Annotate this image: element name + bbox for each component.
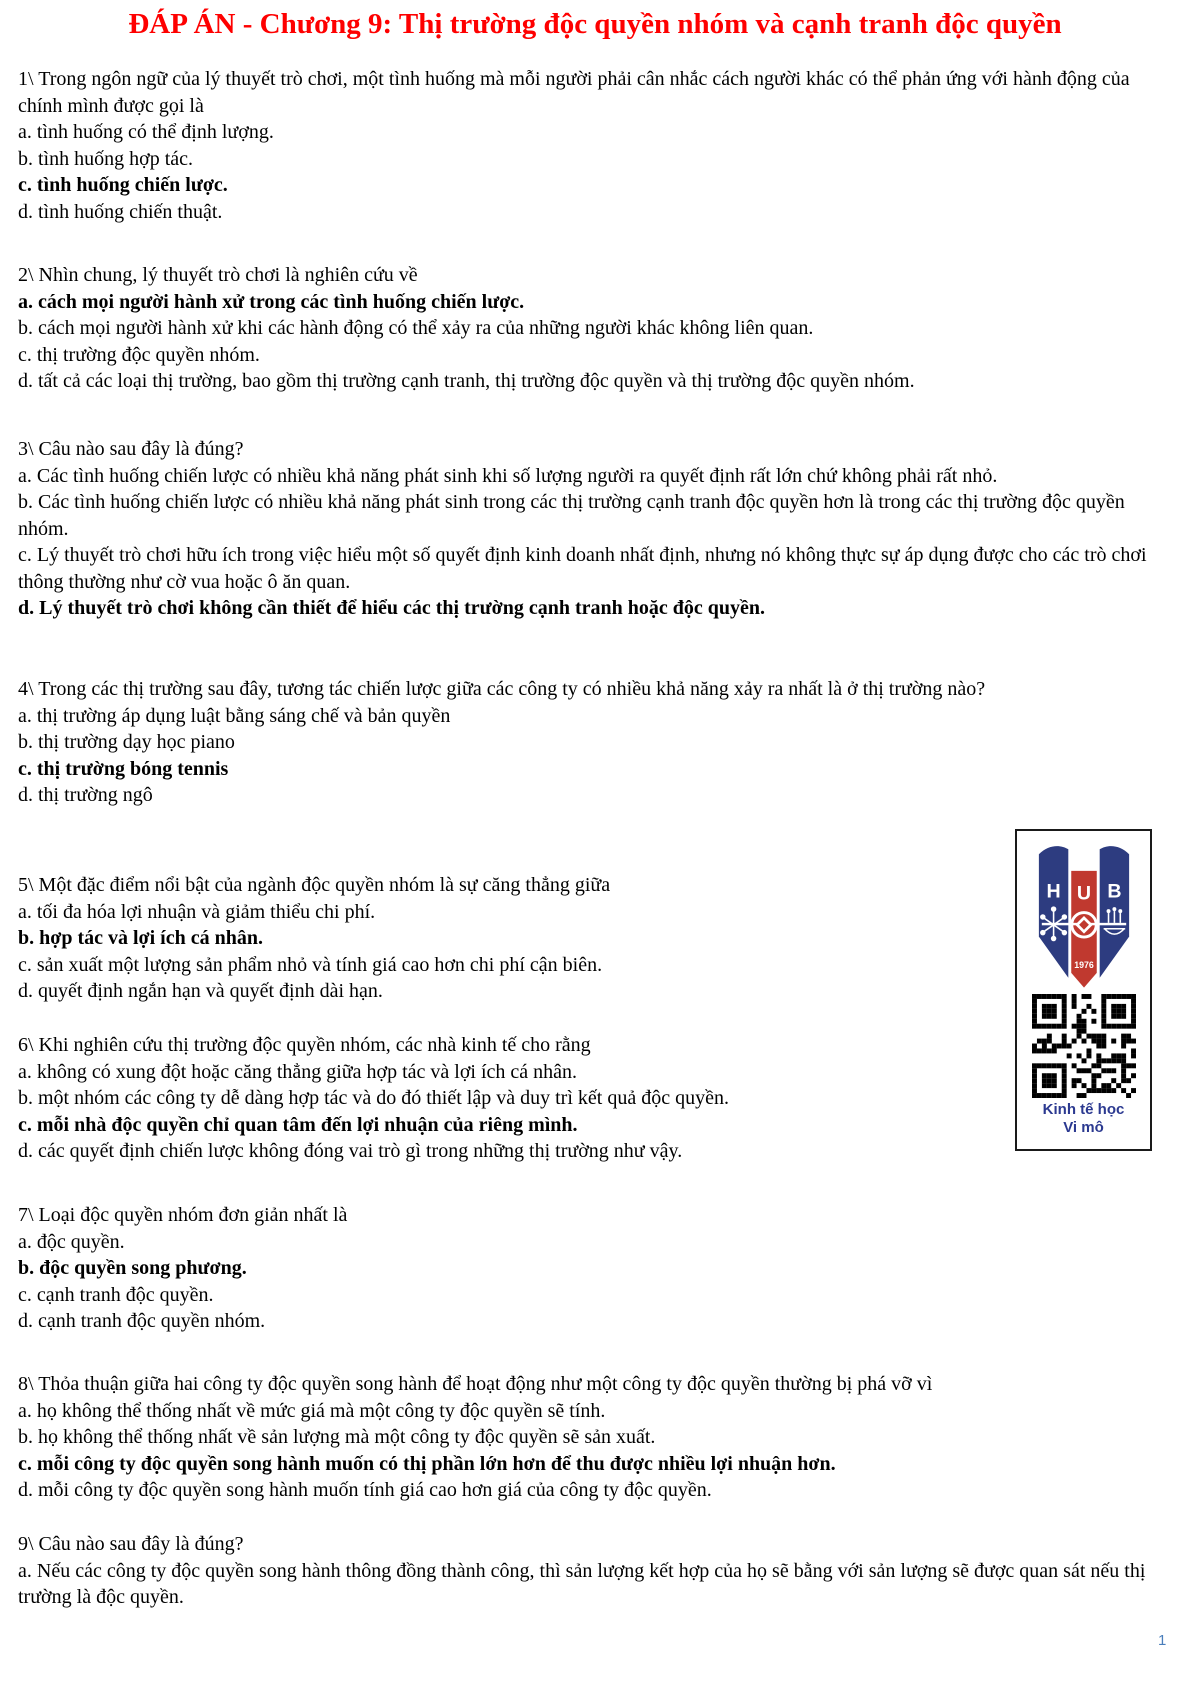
question-3-option-c: c. Lý thuyết trò chơi hữu ích trong việc hiểu một số quyết định kinh doanh nhất định, nhưng nó không thực sự áp dụng được cho các trò chơi thông thường như cờ vua hoặc ô ăn quan. xyxy=(18,544,1147,593)
question-4-option-a: a. thị trường áp dụng luật bằng sáng chế và bản quyền xyxy=(18,704,451,727)
question-8-stem: 8\ Thỏa thuận giữa hai công ty độc quyền song hành để hoạt động như một công ty độc quyền thường bị phá vỡ vì xyxy=(18,1373,933,1395)
question-9-option-a: a. Nếu các công ty độc quyền song hành thông đồng thành công, thì sản lượng kết hợp của họ sẽ bằng với sản lượng sẽ được quan sát nếu thị trường là độc quyền. xyxy=(18,1559,1146,1608)
question-5-option-a: a. tối đa hóa lợi nhuận và giảm thiểu chi phí. xyxy=(18,900,376,923)
question-6 xyxy=(18,1032,1173,1165)
hub-logo-box xyxy=(1015,829,1152,1151)
question-6-option-b: b. một nhóm các công ty dễ dàng hợp tác và do đó thiết lập và duy trì kết quả độc quyền. xyxy=(18,1087,729,1109)
question-4-option-c: c. thị trường bóng tennis xyxy=(18,757,229,780)
question-8-option-b: b. họ không thể thống nhất về sản lượng mà một công ty độc quyền sẽ sản xuất. xyxy=(18,1426,656,1448)
logo-caption-line1: Kinh tế học xyxy=(1042,1101,1125,1118)
question-1-option-b: b. tình huống hợp tác. xyxy=(18,147,193,170)
question-4-option-b: b. thị trường dạy học piano xyxy=(18,731,235,753)
hub-letter-h: H xyxy=(1046,880,1061,903)
question-5-option-b: b. hợp tác và lợi ích cá nhân. xyxy=(18,927,263,949)
question-2-option-d: d. tất cả các loại thị trường, bao gồm thị trường cạnh tranh, thị trường độc quyền và thị trường độc quyền nhóm. xyxy=(18,370,915,392)
question-3-option-d: d. Lý thuyết trò chơi không cần thiết để hiểu các thị trường cạnh tranh hoặc độc quyền. xyxy=(18,597,765,619)
question-8 xyxy=(18,1371,1173,1504)
question-6-option-c: c. mỗi nhà độc quyền chỉ quan tâm đến lợi nhuận của riêng mình. xyxy=(18,1113,578,1136)
page-title: ĐÁP ÁN - Chương 9: Thị trường độc quyền nhóm và cạnh tranh độc quyền xyxy=(128,8,1062,40)
question-9-stem: 9\ Câu nào sau đây là đúng? xyxy=(18,1533,244,1555)
question-7-option-b: b. độc quyền song phương. xyxy=(18,1257,247,1279)
question-9 xyxy=(18,1531,1173,1611)
question-3 xyxy=(18,436,1173,622)
logo-caption-line2: Vi mô xyxy=(1063,1119,1104,1136)
question-6-option-a: a. không có xung đột hoặc căng thẳng giữa hợp tác và lợi ích cá nhân. xyxy=(18,1060,578,1083)
question-2 xyxy=(18,262,1173,395)
question-5 xyxy=(18,872,1173,1005)
question-2-stem: 2\ Nhìn chung, lý thuyết trò chơi là nghiên cứu về xyxy=(18,264,418,286)
question-1-stem: 1\ Trong ngôn ngữ của lý thuyết trò chơi, một tình huống mà mỗi người phải cân nhắc cách người khác có thể phản ứng với hành động của chính mình được gọi là xyxy=(18,68,1130,117)
question-2-option-a: a. cách mọi người hành xử trong các tình huống chiến lược. xyxy=(18,290,525,313)
question-2-option-b: b. cách mọi người hành xử khi các hành động có thể xảy ra của những người khác không liên quan. xyxy=(18,317,814,339)
question-2-option-c: c. thị trường độc quyền nhóm. xyxy=(18,343,260,366)
hub-year: 1976 xyxy=(1073,959,1094,970)
question-1-option-a: a. tình huống có thể định lượng. xyxy=(18,121,274,143)
question-1-option-c: c. tình huống chiến lược. xyxy=(18,174,228,196)
question-4-stem: 4\ Trong các thị trường sau đây, tương tác chiến lược giữa các công ty có nhiều khả năng xảy ra nhất là ở thị trường nào? xyxy=(18,678,986,700)
question-1-option-d: d. tình huống chiến thuật. xyxy=(18,200,223,223)
question-7-option-a: a. độc quyền. xyxy=(18,1230,125,1253)
question-1 xyxy=(18,66,1173,225)
question-7-stem: 7\ Loại độc quyền nhóm đơn giản nhất là xyxy=(18,1204,348,1226)
question-7-option-d: d. cạnh tranh độc quyền nhóm. xyxy=(18,1310,266,1332)
hub-shield-logo xyxy=(1033,839,1135,991)
question-5-stem: 5\ Một đặc điểm nổi bật của ngành độc quyền nhóm là sự căng thẳng giữa xyxy=(18,874,611,896)
qr-code xyxy=(1032,994,1136,1098)
hub-letter-b: B xyxy=(1106,880,1121,903)
question-6-option-d: d. các quyết định chiến lược không đóng vai trò gì trong những thị trường như vậy. xyxy=(18,1140,683,1162)
question-3-option-a: a. Các tình huống chiến lược có nhiều khả năng phát sinh khi số lượng người ra quyết định rất lớn chứ không phải rất nhỏ. xyxy=(18,464,998,487)
question-5-option-c: c. sản xuất một lượng sản phẩm nhỏ và tính giá cao hơn chi phí cận biên. xyxy=(18,953,603,976)
question-6-stem: 6\ Khi nghiên cứu thị trường độc quyền nhóm, các nhà kinh tế cho rằng xyxy=(18,1034,591,1056)
page-number: 1 xyxy=(1158,1632,1167,1649)
question-8-option-a: a. họ không thể thống nhất về mức giá mà một công ty độc quyền sẽ tính. xyxy=(18,1399,606,1422)
question-8-option-d: d. mỗi công ty độc quyền song hành muốn tính giá cao hơn giá của công ty độc quyền. xyxy=(18,1479,712,1501)
question-8-option-c: c. mỗi công ty độc quyền song hành muốn có thị phần lớn hơn để thu được nhiều lợi nhuận hơn. xyxy=(18,1452,836,1475)
question-5-option-d: d. quyết định ngắn hạn và quyết định dài hạn. xyxy=(18,980,383,1002)
hub-letter-u: U xyxy=(1076,882,1091,905)
question-7-option-c: c. cạnh tranh độc quyền. xyxy=(18,1283,214,1306)
question-7 xyxy=(18,1202,1173,1335)
question-4-option-d: d. thị trường ngô xyxy=(18,784,153,806)
question-3-option-b: b. Các tình huống chiến lược có nhiều khả năng phát sinh trong các thị trường cạnh tranh độc quyền hơn là trong các thị trường độc quyền nhóm. xyxy=(18,491,1125,540)
question-4 xyxy=(18,676,1173,809)
question-3-stem: 3\ Câu nào sau đây là đúng? xyxy=(18,438,244,460)
